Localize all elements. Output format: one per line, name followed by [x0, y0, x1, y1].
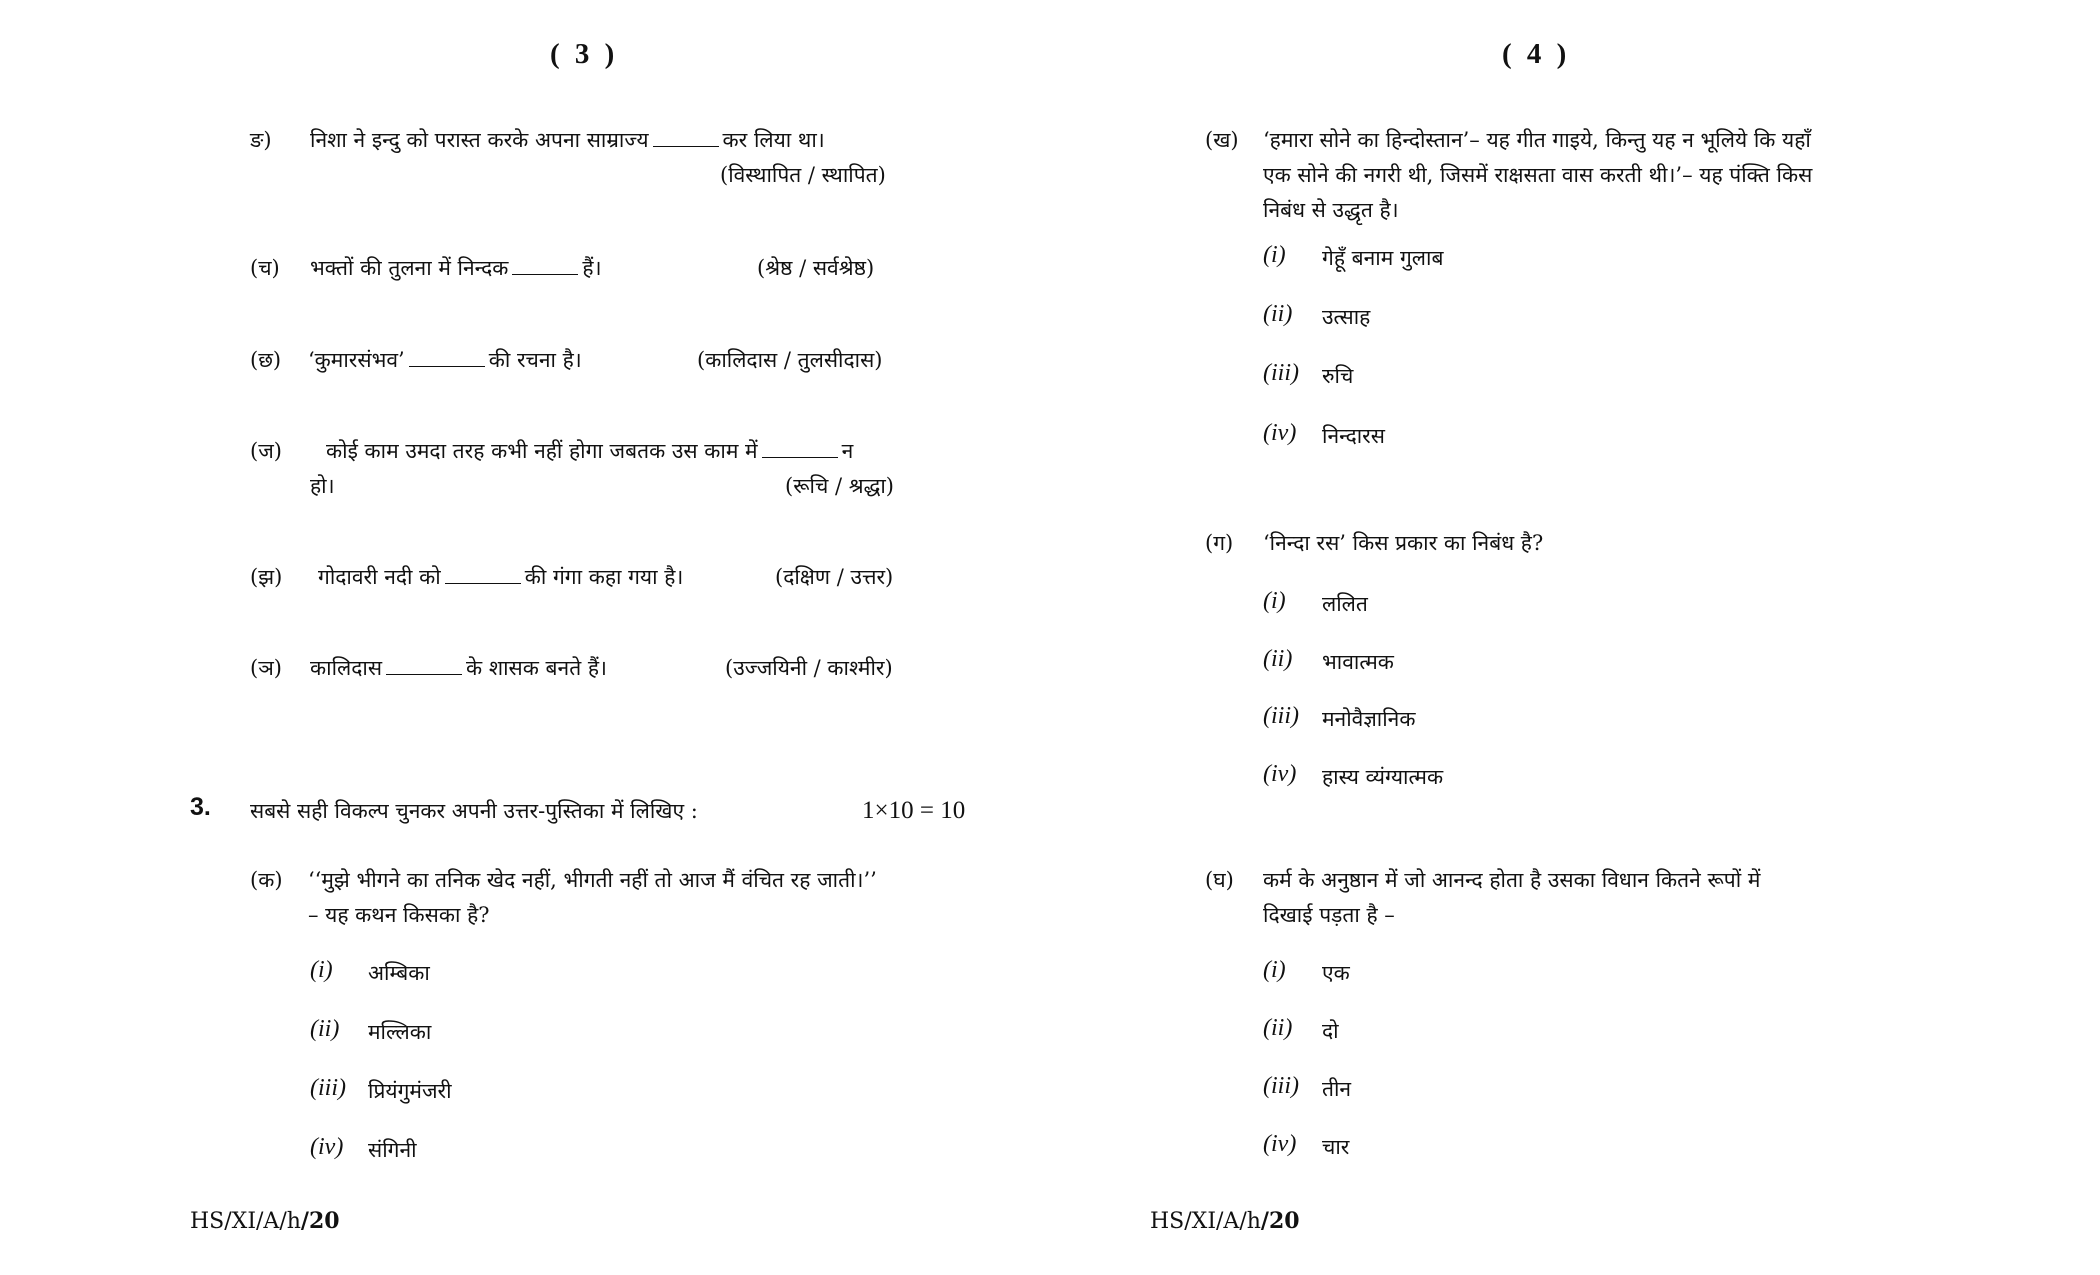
option-text: अम्बिका	[368, 961, 430, 985]
page-footer: HS/XI/A/h/20	[1150, 1208, 1300, 1234]
subquestion-text-line2: एक सोने की नगरी थी, जिसमें राक्षसता वास करती थी।’– यह पंक्ति किस	[1263, 163, 1813, 187]
option-text: भावात्मक	[1322, 650, 1394, 674]
question-marks: 1×10 = 10	[862, 797, 966, 824]
item-label: (छ)	[250, 348, 282, 372]
option-text: तीन	[1322, 1077, 1352, 1101]
option-number: (iv)	[1263, 761, 1297, 787]
item-options: (दक्षिण / उत्तर)	[775, 565, 894, 589]
subquestion-label: (घ)	[1205, 868, 1234, 892]
item-text: भक्तों की तुलना में निन्दक हैं।	[310, 256, 602, 280]
question-number: 3.	[190, 793, 211, 821]
item-text: ‘कुमारसंभव’ की रचना है।	[308, 348, 582, 372]
blank-line	[512, 274, 578, 275]
option-text: संगिनी	[368, 1138, 417, 1162]
blank-line	[409, 366, 485, 367]
blank-line	[445, 583, 521, 584]
option-number: (iv)	[1263, 420, 1297, 446]
item-text: कालिदास के शासक बनते हैं।	[310, 656, 607, 680]
option-number: (ii)	[1263, 646, 1293, 672]
blank-line	[653, 146, 719, 147]
item-options: (कालिदास / तुलसीदास)	[697, 348, 883, 372]
option-number: (i)	[1263, 242, 1286, 268]
item-text-line2: हो।	[310, 474, 335, 498]
option-text: गेहूँ बनाम गुलाब	[1322, 246, 1444, 270]
option-number: (ii)	[310, 1016, 340, 1042]
subquestion-text-line2: दिखाई पड़ता है –	[1263, 903, 1395, 927]
option-number: (iii)	[1263, 1073, 1299, 1099]
option-text: दो	[1322, 1019, 1339, 1043]
option-text: ललित	[1322, 592, 1368, 616]
option-number: (i)	[310, 957, 333, 983]
subquestion-text: ‘हमारा सोने का हिन्दोस्तान’– यह गीत गाइये, किन्तु यह न भूलिये कि यहाँ	[1263, 128, 1811, 152]
option-text: मल्लिका	[368, 1020, 432, 1044]
option-number: (i)	[1263, 588, 1286, 614]
item-options: (श्रेष्ठ / सर्वश्रेष्ठ)	[757, 256, 875, 280]
option-text: प्रियंगुमंजरी	[368, 1079, 452, 1103]
item-options: (रूचि / श्रद्धा)	[785, 474, 894, 498]
option-text: रुचि	[1322, 364, 1354, 388]
option-text: मनोवैज्ञानिक	[1322, 707, 1416, 731]
option-number: (iv)	[310, 1134, 344, 1160]
option-text: हास्य व्यंग्यात्मक	[1322, 765, 1444, 789]
item-options: (विस्थापित / स्थापित)	[720, 163, 886, 187]
option-text: निन्दारस	[1322, 424, 1385, 448]
option-text: चार	[1322, 1135, 1350, 1159]
item-label: (ज)	[250, 439, 282, 463]
blank-line	[386, 674, 462, 675]
option-number: (ii)	[1263, 301, 1293, 327]
subquestion-label: (ग)	[1205, 531, 1234, 555]
option-number: (iii)	[310, 1075, 346, 1101]
subquestion-label: (ख)	[1205, 128, 1239, 152]
option-number: (i)	[1263, 957, 1286, 983]
page-footer: HS/XI/A/h/20	[190, 1208, 340, 1234]
page-number: ( 4 )	[1502, 38, 1571, 70]
option-text: एक	[1322, 961, 1350, 985]
item-label: (च)	[250, 256, 280, 280]
option-number: (ii)	[1263, 1015, 1293, 1041]
subquestion-text: कर्म के अनुष्ठान में जो आनन्द होता है उसका विधान कितने रूपों में	[1263, 868, 1761, 892]
subquestion-label: (क)	[250, 868, 283, 892]
option-number: (iv)	[1263, 1131, 1297, 1157]
exam-page-4	[1050, 0, 2100, 1275]
option-text: उत्साह	[1322, 305, 1371, 329]
item-label: (झ)	[250, 565, 283, 589]
option-number: (iii)	[1263, 360, 1299, 386]
subquestion-text-line3: निबंध से उद्धृत है।	[1263, 198, 1399, 222]
item-text: निशा ने इन्दु को परास्त करके अपना साम्राज्य कर लिया था।	[310, 128, 825, 152]
item-text: गोदावरी नदी को की गंगा कहा गया है।	[318, 565, 684, 589]
subquestion-text: ‘निन्दा रस’ किस प्रकार का निबंध है?	[1263, 531, 1544, 555]
option-number: (iii)	[1263, 703, 1299, 729]
item-text: कोई काम उमदा तरह कभी नहीं होगा जबतक उस काम में न	[326, 439, 854, 463]
page-number: ( 3 )	[550, 38, 619, 70]
blank-line	[762, 457, 838, 458]
question-instruction: सबसे सही विकल्प चुनकर अपनी उत्तर-पुस्तिका में लिखिए :	[250, 799, 698, 823]
item-label: (ञ)	[250, 656, 282, 680]
subquestion-text: ‘‘मुझे भीगने का तनिक खेद नहीं, भीगती नहीं तो आज मैं वंचित रह जाती।’’	[308, 868, 877, 892]
subquestion-text-line2: – यह कथन किसका है?	[308, 903, 490, 927]
item-options: (उज्जयिनी / काश्मीर)	[725, 656, 893, 680]
item-label: ङ)	[250, 128, 272, 152]
